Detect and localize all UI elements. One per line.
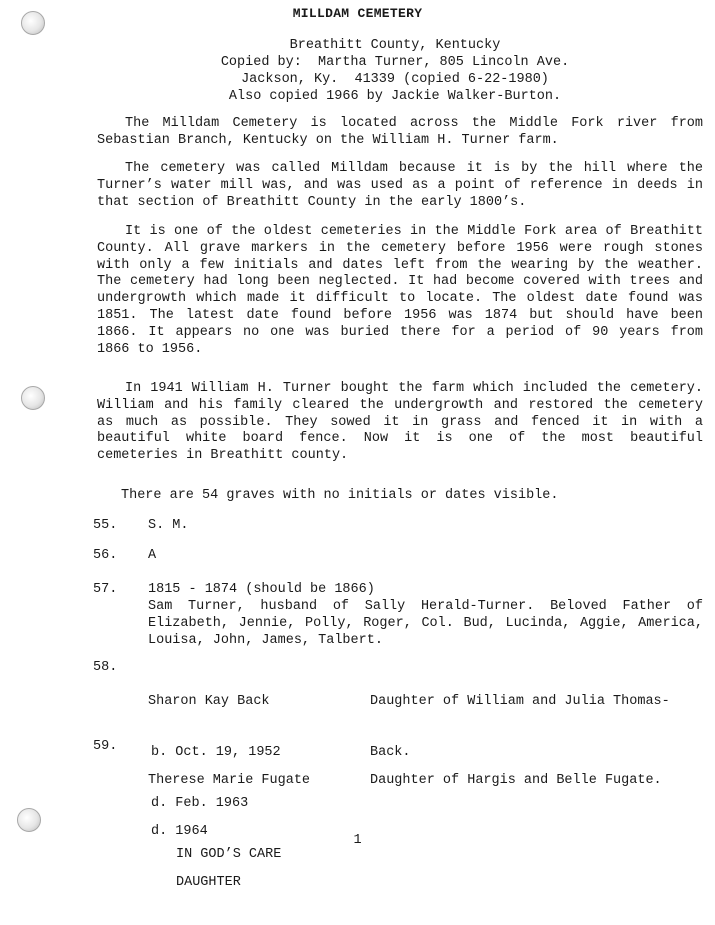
- document-header: [0, 37, 715, 105]
- entry-number: 56.: [93, 548, 118, 563]
- entry-number: 59.: [93, 739, 118, 754]
- entry-name: Sharon Kay Back: [148, 694, 270, 709]
- entry-note-line: Daughter of William and Julia Thomas-: [370, 694, 670, 709]
- entry-name: Therese Marie Fugate: [148, 773, 311, 788]
- entry-death: d. 1964: [151, 824, 208, 839]
- entry-death: d. Feb. 1963: [151, 796, 249, 811]
- entry-body: [148, 738, 310, 925]
- header-line-address: Jackson, Ky. 41339 (copied 6-22-1980): [241, 72, 549, 87]
- entry-number: 57.: [93, 582, 118, 597]
- graves-note: There are 54 graves with no initials or dates visible.: [121, 488, 559, 503]
- entry-dates: 1815 - 1874 (should be 1866): [148, 582, 375, 597]
- entry-text: A: [148, 548, 157, 563]
- entry-note: [370, 738, 662, 823]
- paragraph-history: It is one of the oldest cemeteries in the Middle Fork area of Breathitt County. All grave markers in the cemetery before 1956 were rough stones with only a few initials and dates left from the wearing by the weather. The cemetery had long been neglected. It had become covered with trees and undergrowth which made it difficult to locate. The oldest date found was 1851. The latest date found before 1956 was 1874 but should have been 1866. It appears no one was buried there for a period of 90 years from 1866 to 1956.: [97, 224, 703, 357]
- paragraph-location: The Milldam Cemetery is located across the Middle Fork river from Sebastian Branch, Kentucky on the William H. Turner farm.: [97, 116, 703, 148]
- entry-description: Sam Turner, husband of Sally Herald-Turner. Beloved Father of Elizabeth, Jennie, Polly, Roger, Col. Bud, Lucinda, Aggie, America, Louisa, John, James, Talbert.: [148, 599, 703, 648]
- punch-hole-bottom: [17, 808, 41, 832]
- page-number: 1: [353, 833, 362, 848]
- entry-note-line: Back.: [370, 745, 411, 760]
- entry-text: S. M.: [148, 518, 189, 533]
- entry-note-line: Daughter of Hargis and Belle Fugate.: [370, 773, 662, 788]
- header-line-also-copied: Also copied 1966 by Jackie Walker-Burton.: [228, 89, 562, 104]
- entry-inscription: IN GOD’S CARE: [176, 847, 282, 862]
- grave-entry-57: [93, 581, 703, 649]
- entry-number: 58.: [93, 660, 118, 675]
- entry-number: 55.: [93, 518, 118, 533]
- paragraph-name-origin: The cemetery was called Milldam because it is by the hill where the Turner’s water mill was, and was used as a point of reference in deeds in that section of Breathitt County in the early 1800’s.: [97, 161, 703, 210]
- punch-hole-middle: [21, 386, 45, 410]
- paragraph-restoration: In 1941 William H. Turner bought the farm which included the cemetery. William and his family cleared the undergrowth and restored the cemetery as much as possible. They sowed it in grass and fenced it in with a beautiful white board fence. Now it is one of the most beautiful cemeteries in Breathitt county.: [97, 381, 703, 464]
- entry-body: [148, 581, 703, 649]
- document-title: MILLDAM CEMETERY: [292, 6, 423, 21]
- header-line-copied-by: Copied by: Martha Turner, 805 Lincoln Ave.: [220, 55, 570, 70]
- entry-inscription: DAUGHTER: [176, 875, 241, 890]
- entry-birth: b. Oct. 19, 1952: [151, 745, 281, 760]
- header-line-county: Breathitt County, Kentucky: [289, 38, 501, 53]
